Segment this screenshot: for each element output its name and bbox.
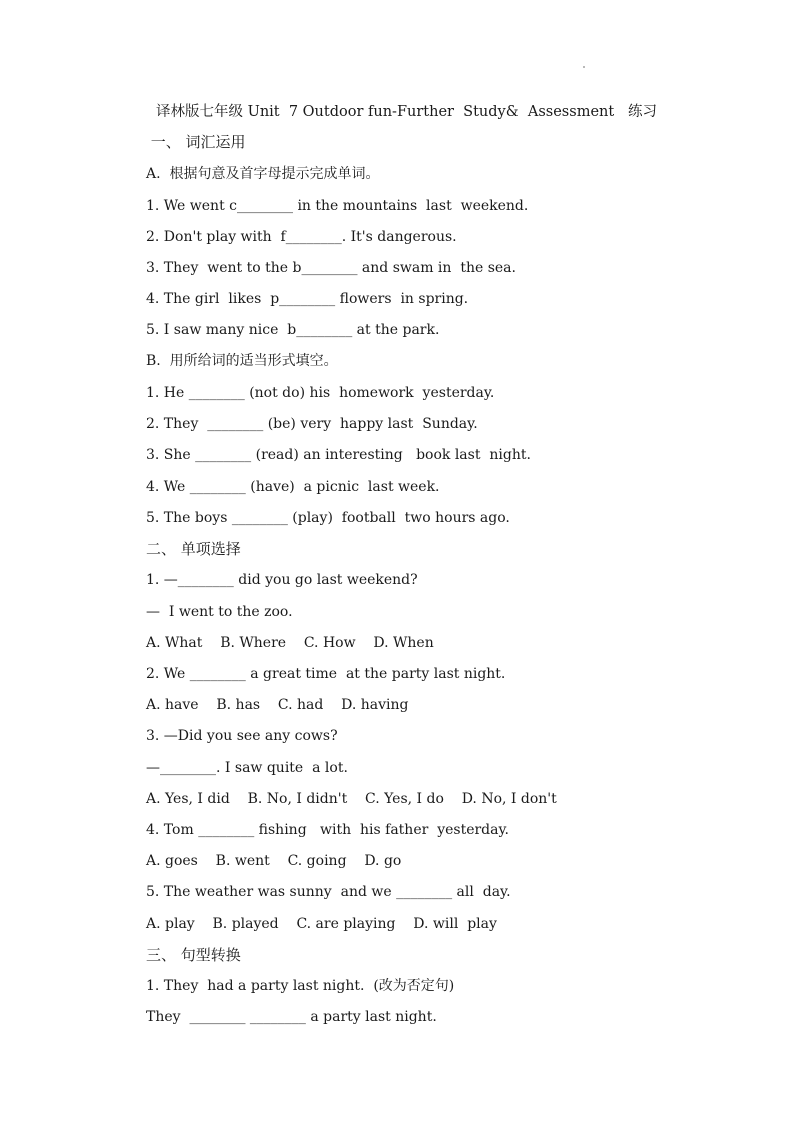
mc-line-9: 4. Tom ________ fishing with his father yesterday.	[146, 822, 509, 838]
transform-line-2: They ________ ________ a party last night.	[146, 1009, 437, 1025]
part-b-question-1: 1. He ________ (not do) his homework yesterday.	[146, 385, 495, 401]
mc-line-8: A. Yes, I did B. No, I didn't C. Yes, I do D. No, I don't	[146, 791, 557, 807]
mc-line-1: 1. —________ did you go last weekend?	[146, 572, 418, 588]
section-heading-vocabulary: 一、 词汇运用	[146, 133, 246, 151]
transform-line-1: 1. They had a party last night. (改为否定句)	[146, 978, 455, 994]
part-a-question-1: 1. We went c________ in the mountains last weekend.	[146, 198, 529, 214]
mc-line-5: A. have B. has C. had D. having	[146, 697, 409, 713]
mc-line-6: 3. —Did you see any cows?	[146, 728, 338, 744]
mc-line-7: —________. I saw quite a lot.	[146, 760, 348, 776]
part-a-question-5: 5. I saw many nice b________ at the park.	[146, 322, 440, 338]
section-heading-multiple-choice: 二、 单项选择	[146, 540, 241, 558]
mc-line-11: 5. The weather was sunny and we ________ all day.	[146, 884, 511, 900]
part-b-question-3: 3. She ________ (read) an interesting book last night.	[146, 447, 531, 463]
part-b-question-2: 2. They ________ (be) very happy last Sunday.	[146, 416, 478, 432]
mc-line-3: A. What B. Where C. How D. When	[146, 635, 434, 651]
worksheet-title: 译林版七年级 Unit 7 Outdoor fun-Further Study& Assessment 练习	[155, 104, 658, 120]
part-a-instruction: A. 根据句意及首字母提示完成单词。	[146, 166, 380, 182]
part-a-question-4: 4. The girl likes p________ flowers in spring.	[146, 291, 469, 307]
section-heading-sentence-transformation: 三、 句型转换	[146, 946, 241, 964]
part-a-question-3: 3. They went to the b________ and swam in the sea.	[146, 260, 516, 276]
part-a-question-2: 2. Don't play with f________. It's dangerous.	[146, 229, 457, 245]
scan-speck	[583, 66, 585, 68]
part-b-question-5: 5. The boys ________ (play) football two hours ago.	[146, 510, 510, 526]
mc-line-4: 2. We ________ a great time at the party last night.	[146, 666, 506, 682]
part-b-instruction: B. 用所给词的适当形式填空。	[146, 353, 338, 369]
mc-line-10: A. goes B. went C. going D. go	[146, 853, 402, 869]
mc-line-12: A. play B. played C. are playing D. will play	[146, 916, 497, 932]
part-b-question-4: 4. We ________ (have) a picnic last week.	[146, 479, 440, 495]
mc-line-2: — I went to the zoo.	[146, 604, 293, 620]
